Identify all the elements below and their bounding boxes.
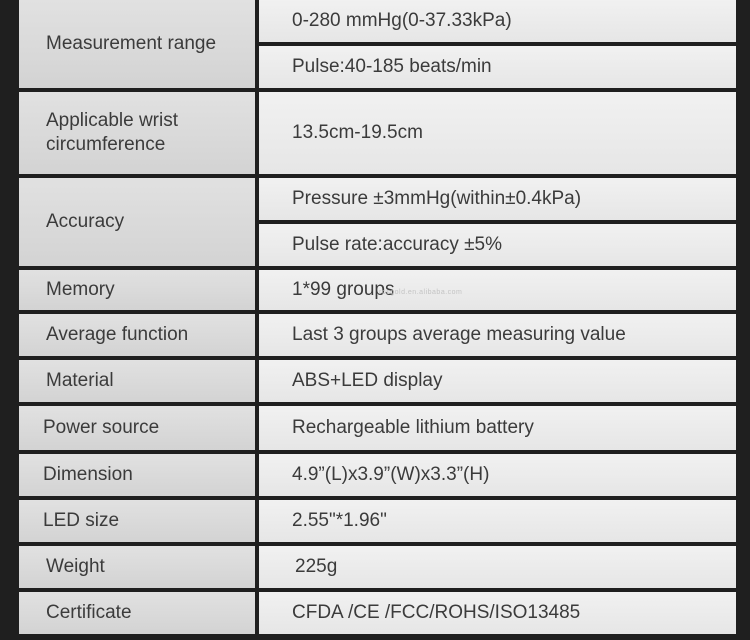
value-cell [259, 592, 736, 634]
value-cell [259, 314, 736, 356]
table-row [19, 178, 736, 266]
row-label-cell [19, 592, 255, 634]
row-value: 225g [295, 556, 338, 577]
row-value: 1*99 groups [292, 279, 395, 300]
row-label-cell [19, 500, 255, 542]
row-value: Pulse:40-185 beats/min [292, 56, 492, 77]
row-value: 2.55"*1.96" [292, 510, 387, 531]
row-label: Applicable wrist circumference [46, 110, 178, 155]
table-row [19, 270, 736, 310]
row-label: Measurement range [46, 33, 217, 54]
table-row [19, 360, 736, 402]
value-cell [259, 546, 736, 588]
value-cell [259, 178, 736, 220]
watermark: rosgold.en.alibaba.com [379, 289, 463, 297]
row-value: Rechargeable lithium battery [292, 417, 534, 438]
row-label: Accuracy [46, 211, 125, 232]
row-label: Average function [46, 324, 189, 345]
table-row [19, 546, 736, 588]
value-cell [259, 224, 736, 266]
row-value: 13.5cm-19.5cm [292, 122, 423, 143]
value-cell [259, 360, 736, 402]
row-value: CFDA /CE /FCC/ROHS/ISO13485 [292, 602, 581, 623]
row-label: Weight [46, 556, 105, 577]
table-row [19, 454, 736, 496]
row-label: Dimension [43, 464, 133, 485]
row-label-cell [19, 406, 255, 450]
value-cell [259, 500, 736, 542]
value-cell [259, 92, 736, 174]
value-cell [259, 270, 736, 310]
row-label: LED size [43, 510, 120, 531]
row-label-cell [19, 178, 255, 266]
row-label: Material [46, 370, 114, 391]
value-cell [259, 0, 736, 42]
table-row [19, 92, 736, 174]
row-label: Power source [43, 417, 160, 438]
row-label-cell [19, 0, 255, 88]
row-label-cell [19, 314, 255, 356]
row-label-cell [19, 92, 255, 174]
row-value: Pressure ±3mmHg(within±0.4kPa) [292, 188, 582, 209]
row-value: Pulse rate:accuracy ±5% [292, 234, 503, 255]
table-row [19, 406, 736, 450]
row-value: ABS+LED display [292, 370, 443, 391]
table-row [19, 500, 736, 542]
value-cell [259, 46, 736, 88]
value-cell [259, 406, 736, 450]
table-row [19, 0, 736, 88]
row-label-cell [19, 454, 255, 496]
row-value: 4.9”(L)x3.9”(W)x3.3”(H) [292, 464, 490, 485]
table-row [19, 592, 736, 634]
row-label: Certificate [46, 602, 132, 623]
row-label-cell [19, 270, 255, 310]
value-cell [259, 454, 736, 496]
spec-table [19, 0, 736, 634]
row-label: Memory [46, 279, 115, 300]
row-value: 0-280 mmHg(0-37.33kPa) [292, 10, 512, 31]
row-label-cell [19, 360, 255, 402]
row-value: Last 3 groups average measuring value [292, 324, 626, 345]
table-row [19, 314, 736, 356]
row-label-cell [19, 546, 255, 588]
